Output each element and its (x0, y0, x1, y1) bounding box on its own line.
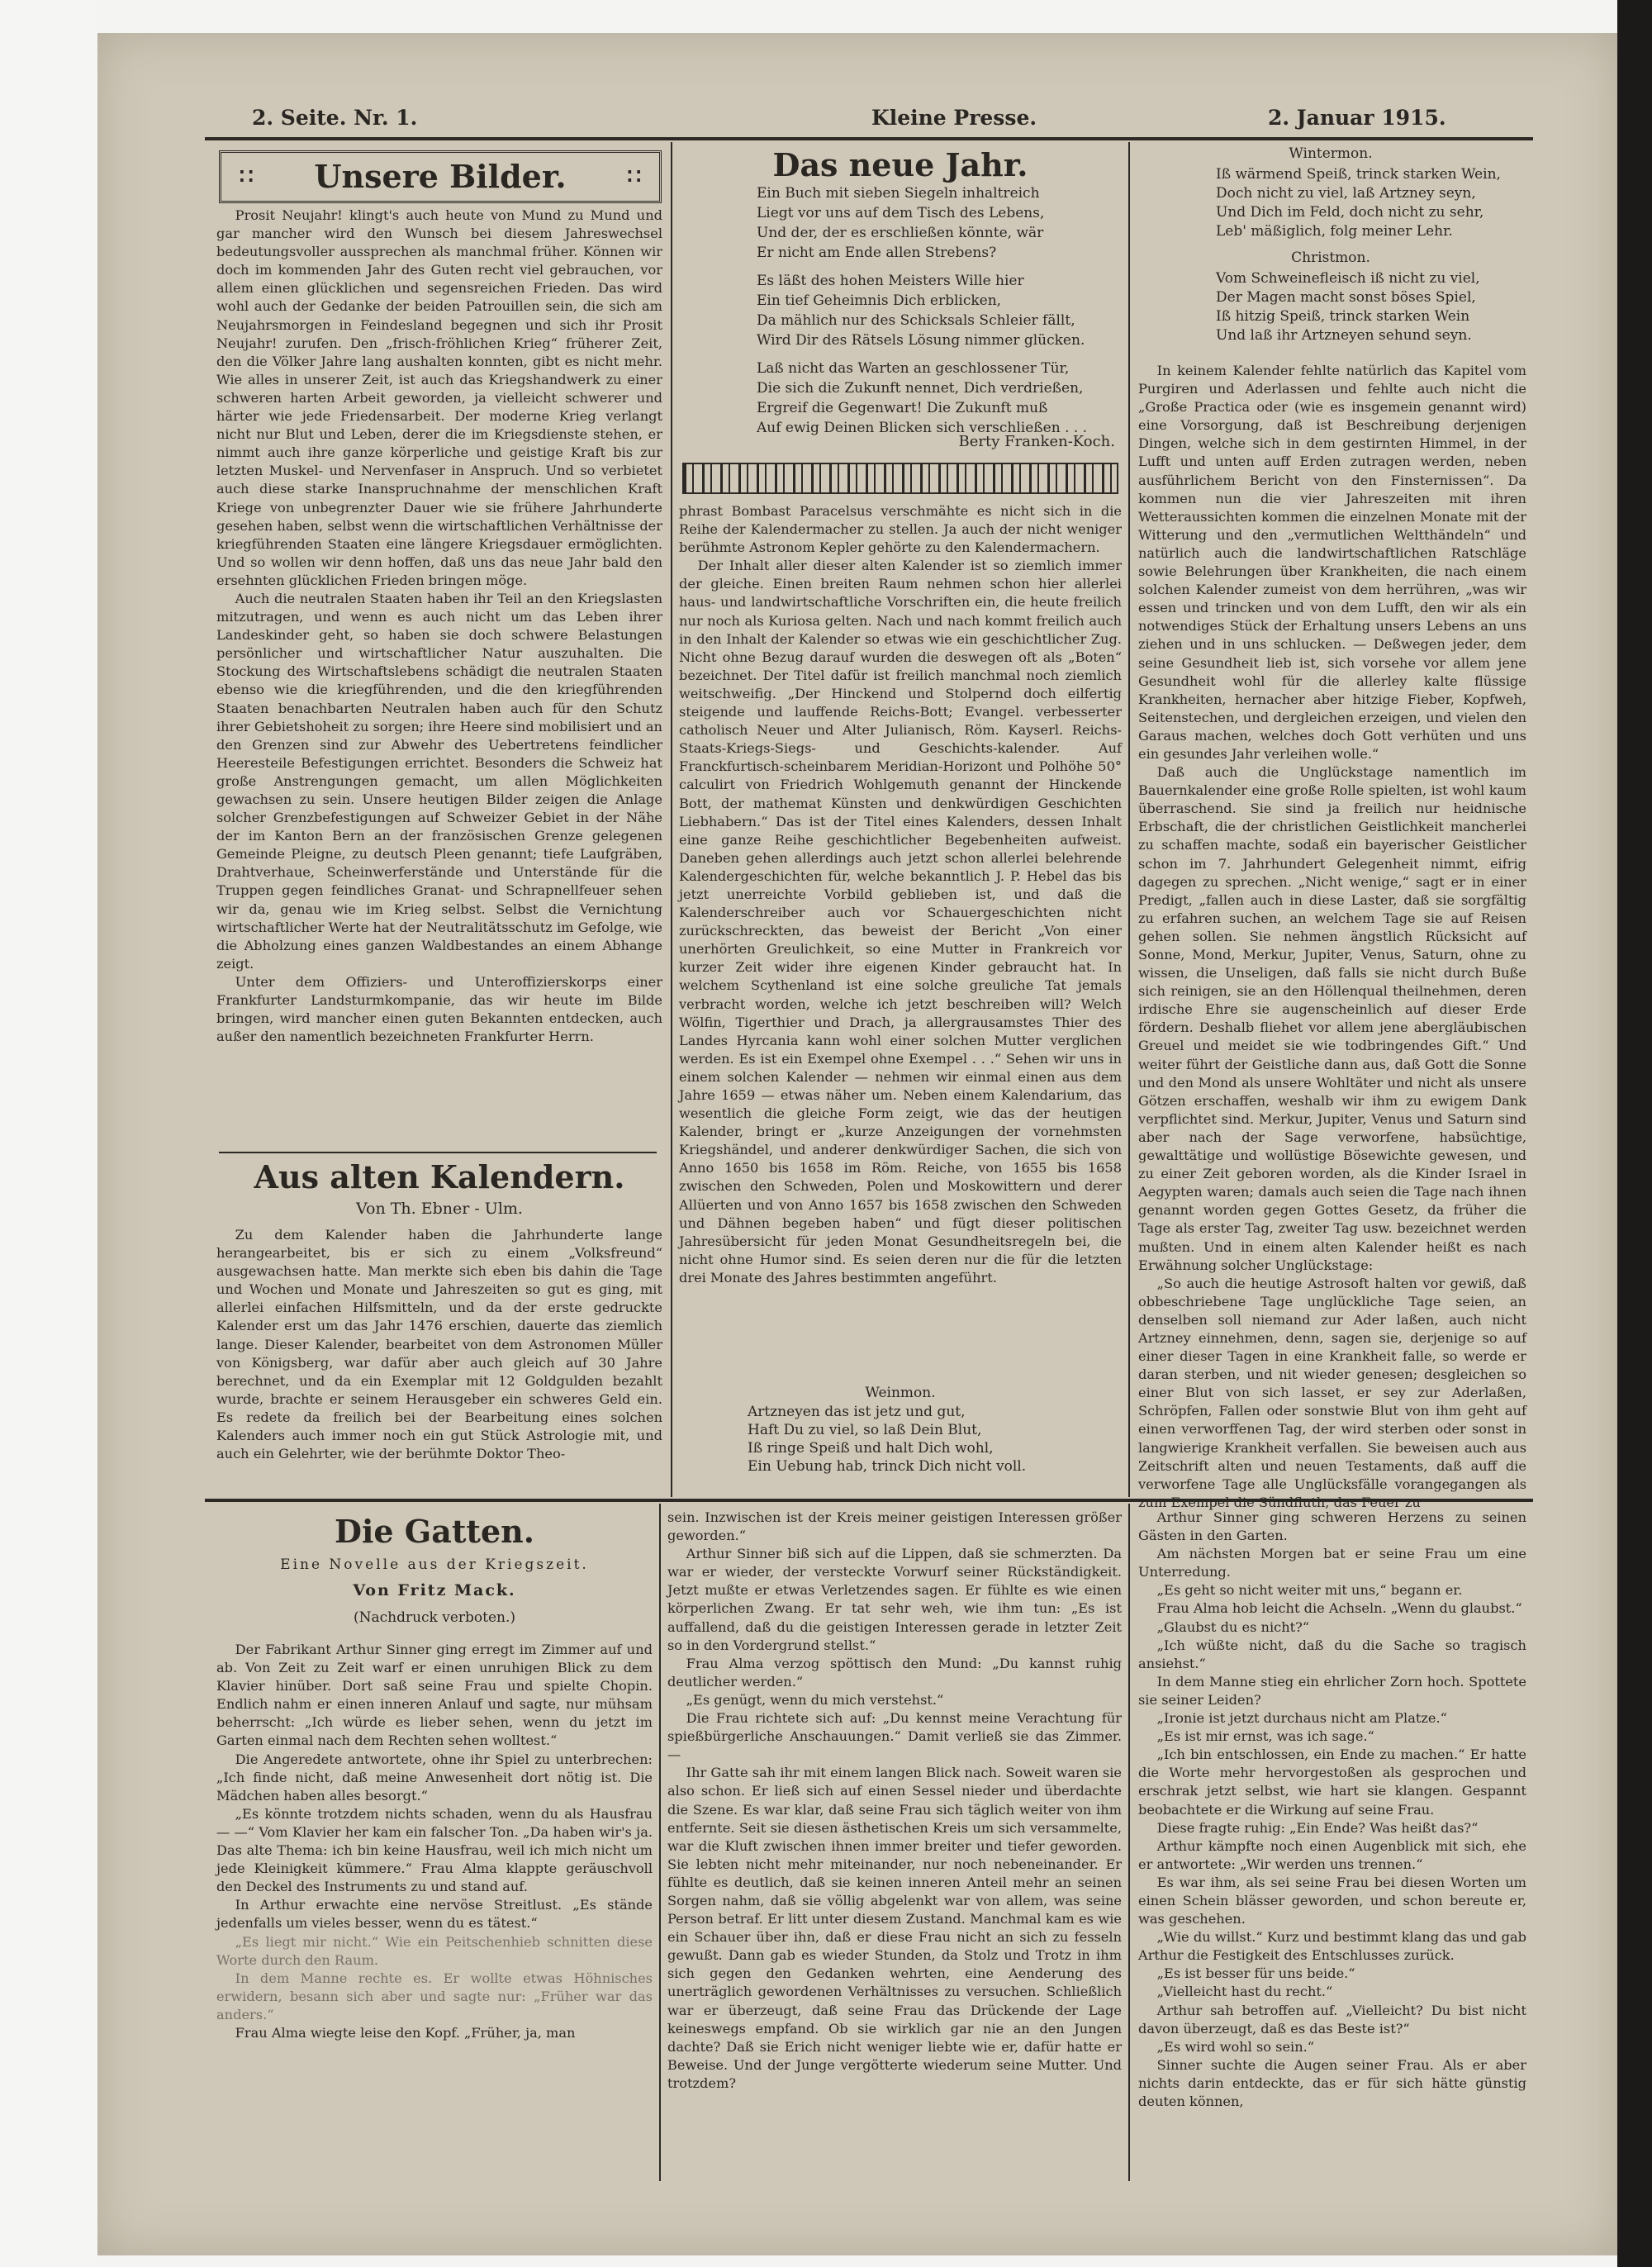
poem-line: Ergreif die Gegenwart! Die Zukunft muß (757, 400, 1048, 416)
gatten-paragraph: „Es könnte trotzdem nichts schaden, wenn du als Hausfrau — —“ Vom Klavier her kam ein falscher Ton. „Da haben wir's ja. Das alte Thema: ich bin keine Hausfrau, weil ich mich nicht um jede Kleinigkeit kümmere.“ Frau Alma klappte geräuschvoll den Deckel des Instruments zu und stand auf. (216, 1805, 653, 1895)
gatten-column-2 (667, 1509, 1122, 2136)
gatten-paragraph: sein. Inzwischen ist der Kreis meiner geistigen Interessen größer geworden.“ (667, 1509, 1122, 1544)
gatten-paragraph: „Es ist mir ernst, was ich sage.“ (1156, 1728, 1374, 1745)
bilder-paragraph: Prosit Neujahr! klingt's auch heute von Mund zu Mund und gar mancher wird den Wunsch bei diesem Jahreswechsel bedeutungsvoller aussprechen als manchmal früher. Können wir doch im kommenden Jahr des Guten recht viel gebrauchen, vor allem einen glücklichen und segensreichen Frieden. Das wird wohl auch der Gedanke der beiden Patrouillen sein, die sich am Neujahrsmorgen in Feindesland begegnen und sich ihr Prosit Neujahr! zurufen. Den „frisch-fröhlichen Krieg“ früherer Zeit, den die Völker Jahre lang aushalten konnten, gibt es nicht mehr. Wie alles in unserer Zeit, ist auch das Kriegshandwerk zu einer schweren harten Arbeit geworden, ja vielleicht schwerer und härter wie jede Friedensarbeit. Der moderne Krieg verlangt nicht nur Blut und Leben, derer die im Kriegsdienste stehen, er nimmt auch ihre ganze körperliche und geistige Kraft bis zur letzten Muskel- und Nervenfaser in Anspruch. Und so verbietet auch diese starke Inanspruchnahme der menschlichen Kraft Kriege von unbegrenzter Dauer wie sie frühere Jahrhunderte gesehen haben, selbst wenn die wirtschaftlichen Verhältnisse der kriegführenden Staaten eine längere Kriegsdauer ermöglichten. Und so wollen wir denn hoffen, daß uns das neue Jahr bald den ersehnten glücklichen Frieden bringen möge. (216, 207, 662, 588)
column-divider-4 (1128, 1504, 1130, 2181)
header-rule (205, 137, 1533, 140)
gatten-paragraph: Sinner suchte die Augen seiner Frau. Als er aber nichts darin entdeckte, das er für sich hätte günstig deuten können, (1138, 2056, 1526, 2109)
gatten-paragraph: Frau Alma wiegte leise den Kopf. „Früher, ja, man (235, 2024, 576, 2041)
neue-jahr-author: Berty Franken-Koch. (958, 433, 1115, 450)
gatten-paragraph: „Ich bin entschlossen, ein Ende zu machen.“ Er hatte die Worte mehr hervorgestoßen als gesprochen und erschrak jetzt selbst, wie hart sie klangen. Gespannt beobachtete er die Wirkung auf seine Frau. (1138, 1747, 1526, 1818)
weinmon-title: Weinmon. (865, 1385, 936, 1401)
wintermon-title: Wintermon. (1289, 145, 1373, 162)
gatten-title: Die Gatten. (334, 1513, 534, 1550)
gatten-paragraph: Arthur kämpfte noch einen Augenblick mit sich, ehe er antwortete: „Wir werden uns trennen.“ (1138, 1837, 1526, 1872)
gatten-paragraph: Frau Alma verzog spöttisch den Mund: „Du kannst ruhig deutlicher werden.“ (667, 1655, 1122, 1690)
poem-line: Die sich die Zukunft nennet, Dich verdrießen, (757, 380, 1084, 397)
page-header (153, 106, 1532, 134)
gatten-paragraph: Ihr Gatte sah ihr mit einem langen Blick nach. Soweit waren sie also schon. Er ließ sich auf einen Sessel nieder und überdachte die Szene. Es war klar, daß seine Frau sich täglich weiter von ihm entfernte. Seit sie diesen ästhetischen Kreis um sich versammelte, war die Kluft zwischen ihnen immer breiter und tiefer geworden. Sie lebten nicht mehr miteinander, nur noch nebeneinander. Er fühlte es deutlich, daß sie keinen inneren Anteil mehr an seinen Sorgen nahm, daß sie völlig abgelenkt war von allem, was seine Person betraf. Er litt unter diesem Zustand. Manchmal kam es wie ein Schauer über ihn, daß er diese Frau nicht an sich zu fesseln gewußt. Dann gab es wieder Stunden, da Stolz und Trotz in ihm sich gegen den Gedanken wehrten, eine Aenderung des unerträglich gewordenen Verhältnisses zu versuchen. Schließlich war er überzeugt, daß seine Frau das Drückende der Lage keineswegs empfand. Ob sie wirklich gar nie an den Jungen dachte? Daß sie Erich nicht weniger liebte wie er, dafür hatte er Beweise. Und der Junge vergötterte wiederum seine Mutter. Und trotzdem? (667, 1765, 1122, 2091)
bilder-paragraph: Unter dem Offiziers- und Unteroffizierskorps einer Frankfurter Landsturmkompanie, das wir heute im Bilde bringen, wird mancher einen guten Bekannten entdecken, auch außer den namentlich bezeichneten Frankfurter Herrn. (216, 973, 662, 1045)
poem-line: Auf ewig Deinen Blicken sich verschließen . . . (757, 420, 1088, 436)
column-divider-1 (671, 142, 672, 1497)
kalendern-article-part3 (1138, 362, 1526, 1510)
poem-line: Ein tief Geheimnis Dich erblicken, (757, 292, 1002, 309)
poem-line: Iß hitzig Speiß, trinck starken Wein (1216, 308, 1470, 325)
gatten-paragraph: Die Frau richtete sich auf: „Du kennst meine Verachtung für spießbürgerliche Anschauungen.“ Damit verließ sie das Zimmer. — (667, 1710, 1122, 1763)
gatten-paragraph: In dem Manne rechte es. Er wollte etwas Höhnisches erwidern, besann sich aber und sagte nur: „Früher war das anders.“ (216, 1970, 653, 2022)
gatten-paragraph: „Wie du willst.“ Kurz und bestimmt klang das und gab Arthur die Festigkeit des Entschlusses zurück. (1138, 1929, 1526, 1964)
gatten-paragraph: „Es wird wohl so sein.“ (1156, 2038, 1315, 2055)
scan-background-left (0, 0, 97, 2267)
bilder-title: Unsere Bilder. (314, 158, 567, 195)
poem-line: Der Magen macht sonst böses Spiel, (1216, 289, 1476, 306)
gatten-copyright-note: (Nachdruck verboten.) (353, 1609, 516, 1626)
gatten-paragraph: „Glaubst du es nicht?“ (1156, 1618, 1310, 1635)
gatten-paragraph: Der Fabrikant Arthur Sinner ging erregt im Zimmer auf und ab. Von Zeit zu Zeit warf er einen unruhigen Blick zu dem Klavier hinüber. Dort saß seine Frau und spielte Chopin. Endlich nahm er einen inneren Anlauf und sagte, nur mühsam beherrscht: „Ich würde es lieber sehen, wenn du jetzt im Garten einmal nach dem Rechten sehen wolltest.“ (216, 1642, 653, 1749)
poem-line: Ein Uebung hab, trinck Dich nicht voll. (748, 1458, 1027, 1475)
bilder-end-rule (219, 1152, 657, 1153)
christmon-poem (1216, 269, 1530, 345)
christmon-title: Christmon. (1291, 250, 1370, 266)
poem-line: Er nicht am Ende allen Strebens? (757, 245, 997, 261)
header-newspaper-name: Kleine Presse. (871, 106, 1037, 130)
poem-line: Da mählich nur des Schicksals Schleier fällt, (757, 312, 1075, 329)
poem-line: Es läßt des hohen Meisters Wille hier (757, 273, 1024, 289)
gatten-paragraph: Die Angeredete antwortete, ohne ihr Spiel zu unterbrechen: „Ich finde nicht, daß meine Anwesenheit dort nötig ist. Die Mädchen haben alles besorgt.“ (216, 1751, 653, 1804)
poem-line: Laß nicht das Warten an geschlossener Tür, (757, 360, 1070, 377)
poem-line: Haft Du zu viel, so laß Dein Blut, (748, 1422, 982, 1438)
kalendern-article-part2 (679, 502, 1122, 1381)
column-divider-3 (659, 1504, 661, 2181)
gatten-paragraph: Arthur sah betroffen auf. „Vielleicht? Du bist nicht davon überzeugt, daß es das Beste ist?“ (1138, 2002, 1526, 2036)
poem-line: Leb' mäßiglich, folg meiner Lehr. (1216, 223, 1453, 240)
kalendern-paragraph: Der Inhalt aller dieser alten Kalender ist so ziemlich immer der gleiche. Einen breiten Raum nehmen schon hier allerlei haus- und landwirtschaftliche Vorschriften ein, die heute freilich nur noch als Kuriosa gelten. Nach und nach kommt freilich auch in den Inhalt der Kalender so etwas wie ein geschichtlicher Zug. Nicht ohne Bezug darauf wurden die deswegen oft als „Boten“ bezeichnet. Der Titel dafür ist freilich manchmal noch ziemlich weitschweifig. „Der Hinckend und Stolpernd doch eilfertig steigende und lauffende Reichs-Bott; Evangel. verbesserter catholisch Neuer und Alter Julianisch, Röm. Kayserl. Reichs-Staats-Kriegs-Siegs- und Geschichts-kalender. Auf Franckfurtisch-scheinbarem Meridian-Horizont und Polhöhe 50° calculirt von Friedrich Wohlgemuth genannt der Hinckende Bott, der mathemat Künsten und denkwürdigen Geschichten Liebhabern.“ Das ist der Titel eines Kalenders, dessen Inhalt eine ganze Reihe geschichtlicher Begebenheiten aufweist. Daneben gehen allerdings auch jetzt schon allerlei belehrende Kalendergeschichten für, welche bekanntlich J. P. Hebel das bis jetzt unerreichte Vorbild geblieben ist, und daß die Kalenderschreiber auch vor Schauergeschichten nicht zurückschreckten, das beweist der Bericht „Von einer unerhörten Greulichkeit, so eine Mutter in Frankreich vor kurzer Zeit wider ihre eigenen Kinder gebraucht hat. In welchem Scythenland ist eine solche greuliche Tat jemals verbracht worden, welche ich jetzt beschreiben will? Welch Wölfin, Tigerthier und Drach, ja allergrausamstes Thier des Landes Hyrcania kann wohl einer solchen Mutter verglichen werden. Es ist ein Exempel ohne Exempel . . .“ Sehen wir uns in einem solchen Kalender — nehmen wir einmal einen aus dem Jahre 1659 — etwas näher um. Neben einem Kalendarium, das wesentlich die gleiche Form zeigt, wie das der heutigen Kalender, bringt er „kurze Anzeigungen der vornehmsten Kriegshändel, und anderer denkwürdiger Sachen, die sich von Anno 1650 bis 1658 im Röm. Reiche, von 1655 bis 1658 zwischen den Schweden, Polen und Moskowittern und derer Allüerten und von Anno 1657 bis 1658 zwischen den Schweden und Dähnen begeben haben“ und fügt dieser politischen Jahresübersicht für jeden Monat Gesundheitsregeln bei, die nicht ohne Humor sind. Es seien deren nur die für die letzten drei Monate des Jahres bestimmten angeführt. (679, 558, 1122, 1286)
kalendern-paragraph: In keinem Kalender fehlte natürlich das Kapitel vom Purgiren und Aderlassen und fehlte auch nicht die „Große Practica oder (wie es insgemein genannt wird) eine Vorsorgung, daß ist Beschreibung derjenigen Dingen, welche sich in dem gestirnten Himmel, in der Lufft und unten auff Erden zutragen werden, neben ausführlichem Bericht von den Finsternissen“. Da kommen nun die vier Jahreszeiten mit ihren Wetteraussichten kommen die einzelnen Monate mit der Witterung und den „vermutlichen Weltthändeln“ und natürlich auch die landwirtschaftlichen Ratschläge sowie Belehrungen über Krankheiten, die nach einem solchen Kalender zumeist von dem herrühren, „was wir essen und trincken und von dem Lufft, den wir als ein notwendiges Stück der Erhaltung unsers Lebens an uns ziehen und in uns schlucken. — Deßwegen jeder, dem seine Gesundheit lieb ist, sich vorsehe vor allem jene Gesundheit wohl für die allerley kalte flüssige Krankheiten, hernacher aber hitzige Fieber, Kopfweh, Seitenstechen, und dergleichen erzeigen, und vielen den Garaus machen, welches doch Gott verhüten und uns ein gesundes Jahr verleihen wolle.“ (1138, 363, 1526, 762)
gatten-byline: Von Fritz Mack. (353, 1581, 516, 1599)
weinmon-poem (748, 1403, 1111, 1476)
gatten-paragraph: „Ironie ist jetzt durchaus nicht am Platze.“ (1156, 1710, 1447, 1727)
poem-line: Und Dich im Feld, doch nicht zu sehr, (1216, 204, 1484, 221)
gatten-paragraph: Diese fragte ruhig: „Ein Ende? Was heißt das?“ (1156, 1819, 1479, 1836)
poem-line: Vom Schweinefleisch iß nicht zu viel, (1216, 270, 1480, 287)
poem-line: Iß wärmend Speiß, trinck starken Wein, (1216, 166, 1501, 183)
gatten-paragraph: Am nächsten Morgen bat er seine Frau um eine Unterredung. (1138, 1546, 1526, 1580)
gatten-column-1 (216, 1641, 653, 2136)
neue-jahr-title: Das neue Jahr. (772, 146, 1028, 183)
poem-line: Und der, der es erschließen könnte, wär (757, 225, 1044, 241)
gatten-paragraph: „Es ist besser für uns beide.“ (1156, 1965, 1355, 1982)
gatten-column-3 (1138, 1509, 1526, 2136)
kalendern-paragraph: Zu dem Kalender haben die Jahrhunderte lange herangearbeitet, bis er sich zu einem „Volksfreund“ ausgewachsen hatte. Man merkte sich eben bis dahin die Tage und Wochen und Monate und Jahreszeiten so gut es ging, mit allerlei einfachen Hilfsmitteln, und da der erste gedruckte Kalender erst um das Jahr 1476 erschien, dauerte das ziemlich lange. Dieser Kalender, bearbeitet von dem Astronomen Müller von Königsberg, war dafür aber auch gleich auf 30 Jahre berechnet, und da ein Exemplar mit 12 Goldgulden bezahlt wurde, brachte er seinem Herausgeber ein schweres Geld ein. Es redete da freilich bei der Bearbeitung eines solchen Kalenders auch immer noch ein gut Stück Astrologie mit, und auch ein Gelehrter, wie der berühmte Doktor Theo- (216, 1227, 662, 1462)
poem-line: Ein Buch mit sieben Siegeln inhaltreich (757, 185, 1040, 202)
ornament-right-icon: ∷ (627, 164, 641, 189)
header-page-number: 2. Seite. Nr. 1. (252, 106, 418, 130)
kalendern-article-part1 (216, 1226, 662, 1492)
ornament-divider (682, 463, 1118, 494)
gatten-paragraph: „Es geht so nicht weiter mit uns,“ begann er. (1156, 1582, 1463, 1599)
bilder-article (216, 207, 662, 1150)
poem-line: Artzneyen das ist jetz und gut, (748, 1404, 966, 1420)
poem-line: Doch nicht zu viel, laß Artzney seyn, (1216, 185, 1476, 202)
scan-border-right (1617, 0, 1652, 2267)
gatten-paragraph: „Es liegt mir nicht.“ Wie ein Peitschenhieb schnitten diese Worte durch den Raum. (216, 1933, 653, 1968)
header-date: 2. Januar 1915. (1268, 106, 1446, 130)
poem-line: Wird Dir des Rätsels Lösung nimmer glücken. (757, 332, 1085, 349)
gatten-subtitle: Eine Novelle aus der Kriegszeit. (280, 1556, 589, 1573)
gatten-paragraph: „Es genügt, wenn du mich verstehst.“ (686, 1691, 944, 1708)
gatten-paragraph: „Vielleicht hast du recht.“ (1156, 1984, 1333, 2000)
bilder-title-box (219, 150, 662, 203)
poem-line: Iß ringe Speiß und halt Dich wohl, (748, 1440, 994, 1457)
gatten-paragraph: „Ich wüßte nicht, daß du die Sache so tragisch ansiehst.“ (1138, 1637, 1526, 1671)
kalendern-byline: Von Th. Ebner - Ulm. (356, 1200, 523, 1218)
poem-line: Und laß ihr Artzneyen sehund seyn. (1216, 327, 1472, 344)
kalendern-paragraph: „So auch die heutige Astrosoft halten vor gewiß, daß obbeschriebene Tage unglückliche Tage seien, an denselben soll niemand zur Ader laßen, auch nicht Artzney einnehmen, denn, sagen sie, derjenige so auf einer dieser Tagen in eine Krankheit falle, so werde er daran sterben, und nit wieder genesen; desgleichen so einer Blut von sich lasset, er sey zur Aderlaßen, Schröpfen, Fallen oder sonstwie Blut von ihm geht auf einen verworffenen Tag, der wird sterben oder sonst in langwierige Krankheit verfallen. Sie beweisen auch aus Zeitschrift alten und neuen Testaments, daß auff die verworfene Tage alle Unglücksfälle vorangegangen als zum Exempel die Sündfluth, das Feuer zu (1138, 1275, 1526, 1510)
gatten-paragraph: Es war ihm, als sei seine Frau bei diesen Worten um einen Schein blässer geworden, und schon bereute er, was geschehen. (1138, 1874, 1526, 1927)
gatten-paragraph: Arthur Sinner biß sich auf die Lippen, daß sie schmerzten. Da war er wieder, der versteckte Vorwurf seiner Rückständigkeit. Jetzt mußte er etwas Verletzendes sagen. Er fühlte es wie einen körperlichen Zwang. Er tat sehr weh, wie ihm tun: „Es ist auffallend, daß du die geistigen Interessen gerade in letzter Zeit so in den Vordergrund stellst.“ (667, 1546, 1122, 1653)
wintermon-poem (1216, 165, 1530, 241)
poem-line: Liegt vor uns auf dem Tisch des Lebens, (757, 205, 1045, 221)
gatten-paragraph: Arthur Sinner ging schweren Herzens zu seinen Gästen in den Garten. (1138, 1509, 1526, 1544)
kalendern-paragraph: phrast Bombast Paracelsus verschmähte es nicht sich in die Reihe der Kalendermacher zu stellen. Ja auch der nicht weniger berühmte Astronom Kepler gehörte zu den Kalendermachern. (679, 503, 1122, 556)
gatten-paragraph: Frau Alma hob leicht die Achseln. „Wenn du glaubst.“ (1156, 1600, 1522, 1617)
bilder-paragraph: Auch die neutralen Staaten haben ihr Teil an den Kriegslasten mitzutragen, und wenn es auch nicht um das Leben ihrer Landeskinder geht, so haben sie doch schwere Belastungen persönlicher und wirtschaftlicher Natur auszuhalten. Die Stockung des Wirtschaftslebens schädigt die neutralen Staaten ebenso wie die kriegführenden, und die den kriegführenden Staaten benachbarten Neutralen haben auch für den Schutz ihrer Gebietshoheit zu sorgen; ihre Heere sind mobilisiert und an den Grenzen sind zur Abwehr des Uebertretens feindlicher Heeresteile Befestigungen errichtet. Besonders die Schweiz hat große Anstrengungen gemacht, um allen Möglichkeiten gewachsen zu sein. Unsere heutigen Bilder zeigen die Anlage solcher Grenzbefestigungen auf Schweizer Gebiet in der Nähe der im Kanton Bern an der französischen Grenze gelegenen Gemeinde Pleigne, zu deutsch Pleen genannt; tiefe Laufgräben, Drahtverhaue, Scheinwerferstände und Unterstände für die Truppen gegen feindliches Granat- und Schrapnellfeuer sehen wir da, genau wie im Krieg selbst. Selbst die Vernichtung wirtschaftlicher Werte hat der Neutralitätsschutz im Gefolge, wie die Abholzung eines ganzen Waldbestandes an einem Abhange zeigt. (216, 590, 662, 972)
gatten-paragraph: In Arthur erwachte eine nervöse Streitlust. „Es stände jedenfalls um vieles besser, wenn du es tätest.“ (216, 1897, 653, 1932)
column-divider-2 (1128, 142, 1130, 1497)
ornament-left-icon: ∷ (240, 164, 254, 189)
kalendern-paragraph: Daß auch die Unglückstage namentlich im Bauernkalender eine große Rolle spielten, ist wohl kaum überraschend. Sie sind ja freilich nur heidnische Erbschaft, die der christlichen Geistlichkeit mancherlei zu schaffen machte, sodaß ein bayerischer Geistlicher schon im 7. Jahrhundert Gelegenheit nimmt, eifrig dagegen zu sprechen. „Nicht wenige,“ sagt er in einer Predigt, „fallen auch in diese Laster, daß sie sorgfältig zu erfahren suchen, an welchem Tage sie auf Reisen gehen sollen. Sie nehmen ängstlich Rücksicht auf Sonne, Mond, Merkur, Jupiter, Venus, Saturn, ohne zu wissen, die Unseligen, daß falls sie nicht durch Buße sich reinigen, sie an den Höllenqual theilnehmen, deren irdische Ehre sie augenscheinlich auf dieser Erde fördern. Deshalb fliehet vor allem jene abergläubischen Greuel und meidet sie wie todbringendes Gift.“ Und weiter führt der Geistliche dann aus, daß Gott die Sonne und den Mond als unsere Wohltäter und nicht als unsere Götzen erschaffen, weshalb wir ihm zu ewigem Dank verpflichtet sind. Merkur, Jupiter, Venus und Saturn sind aber nach der Sage verworfene, habsüchtige, gewalttätige und wollüstige Bösewichte gewesen, und zu einer Zeit geboren worden, als die Kinder Israel in Aegypten waren; damals auch seien die Tage nach ihnen genannt worden gegen Gottes Gesetz, da früher die Tage als erster Tag, zweiter Tag usw. bezeichnet werden mußten. Und in einem alten Kalender heißt es nach Erwähnung solcher Unglückstage: (1138, 764, 1526, 1273)
gatten-paragraph: In dem Manne stieg ein ehrlicher Zorn hoch. Spottete sie seiner Leiden? (1138, 1673, 1526, 1708)
kalendern-title: Aus alten Kalendern. (254, 1158, 625, 1195)
neue-jahr-poem (757, 183, 1120, 438)
